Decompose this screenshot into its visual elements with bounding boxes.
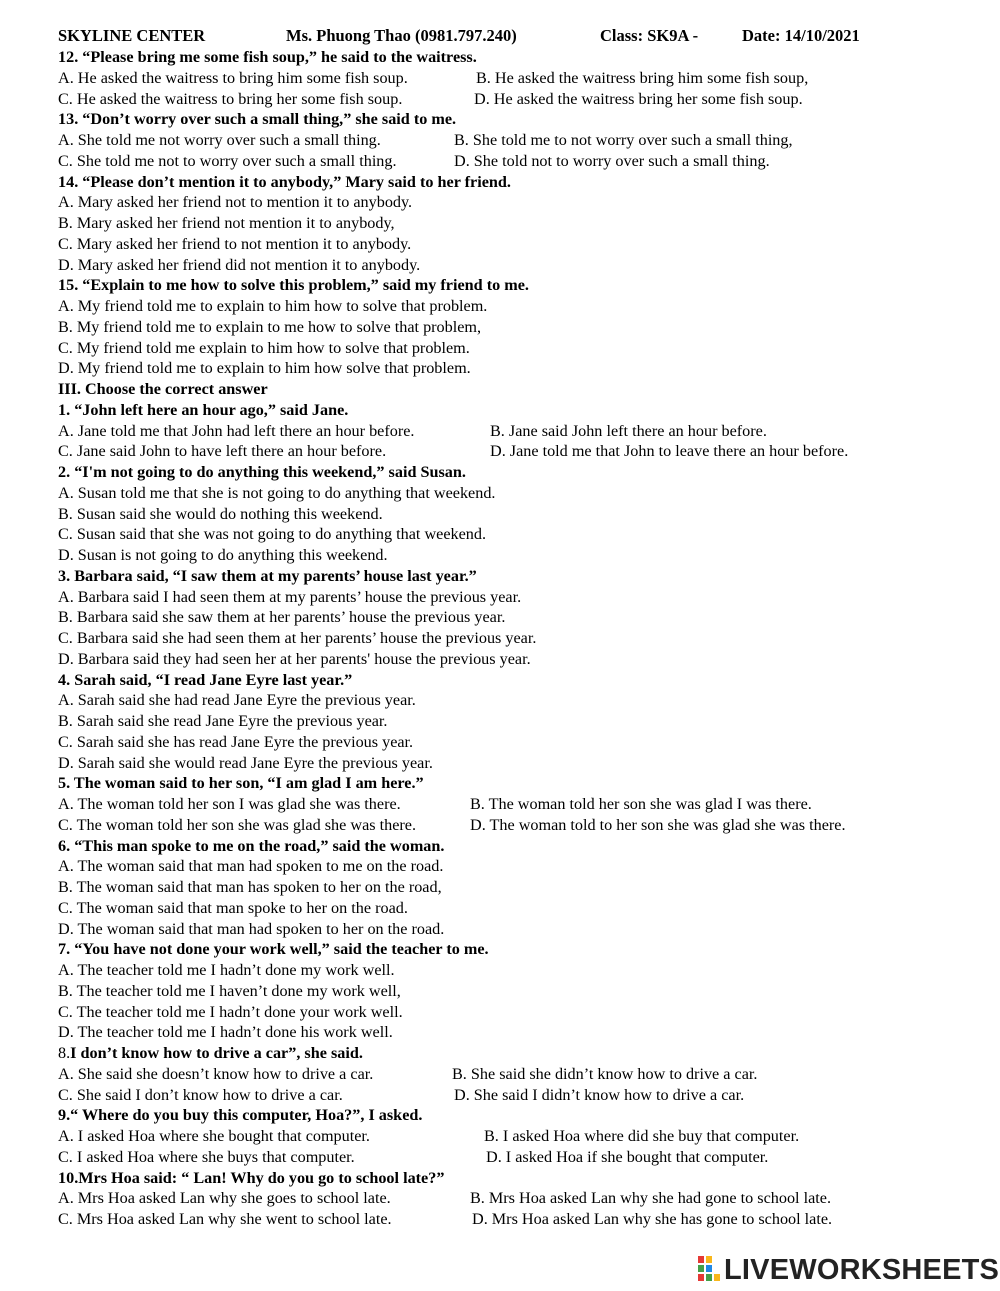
question-line: 9.“ Where do you buy this computer, Hoa?”, I asked.: [58, 1106, 423, 1125]
liveworksheets-logo: [698, 1253, 998, 1287]
answer-option-row: [58, 68, 988, 89]
answer-option-row: [58, 1064, 988, 1085]
answer-option: B. Sarah said she read Jane Eyre the previous year.: [58, 712, 388, 730]
answer-option-row: [58, 130, 988, 151]
answer-option: D. Barbara said they had seen her at her parents' house the previous year.: [58, 649, 531, 668]
question-line: 2. “I'm not going to do anything this weekend,” said Susan.: [58, 463, 466, 481]
exercise-content: [58, 47, 988, 1230]
answer-option: D. Susan is not going to do anything this weekend.: [58, 546, 388, 564]
answer-option: C. She said I don’t know how to drive a car.: [58, 1085, 343, 1104]
answer-option: A. The woman said that man had spoken to me on the road.: [58, 857, 444, 876]
answer-option: B. Susan said she would do nothing this weekend.: [58, 504, 383, 523]
date-info: Date: 14/10/2021: [742, 26, 860, 45]
answer-option: C. Susan said that she was not going to do anything that weekend.: [58, 525, 487, 544]
answer-option: D. My friend told me to explain to him how solve that problem.: [58, 359, 471, 378]
answer-option: C. Jane said John to have left there an hour before.: [58, 442, 387, 461]
answer-option: C. The woman told her son she was glad she was there.: [58, 815, 416, 834]
answer-option: A. She told me not worry over such a small thing.: [58, 131, 381, 149]
answer-option-row: [58, 151, 988, 172]
answer-option-row: [58, 421, 988, 442]
answer-option: B. Barbara said she saw them at her parents’ house the previous year.: [58, 608, 506, 627]
answer-option: A. Barbara said I had seen them at my parents’ house the previous year.: [58, 587, 522, 606]
question-line: 7. “You have not done your work well,” said the teacher to me.: [58, 940, 489, 959]
answer-option-row: [58, 1147, 988, 1168]
answer-option: A. Mrs Hoa asked Lan why she goes to school late.: [58, 1189, 391, 1208]
answer-option-row: [58, 1126, 988, 1147]
answer-option: B. She told me to not worry over such a small thing,: [454, 131, 793, 149]
answer-option-row: [58, 1085, 988, 1106]
answer-option: B. Mary asked her friend not mention it to anybody,: [58, 214, 395, 232]
question-number: 8.: [58, 1044, 71, 1062]
answer-option: D. Sarah said she would read Jane Eyre the previous year.: [58, 753, 433, 772]
answer-option: B. He asked the waitress bring him some fish soup,: [476, 68, 809, 87]
question-line: 15. “Explain to me how to solve this problem,” said my friend to me.: [58, 276, 529, 295]
answer-option: D. He asked the waitress bring her some fish soup.: [474, 89, 803, 108]
teacher-info: Ms. Phuong Thao (0981.797.240): [286, 26, 517, 45]
answer-option: A. Sarah said she had read Jane Eyre the previous year.: [58, 691, 416, 710]
answer-option: A. My friend told me to explain to him how to solve that problem.: [58, 297, 488, 315]
question-line: 13. “Don’t worry over such a small thing,” she said to me.: [58, 110, 457, 129]
answer-option-row: [58, 1188, 988, 1209]
answer-option: B. I asked Hoa where did she buy that computer.: [484, 1127, 800, 1145]
question-line: 1. “John left here an hour ago,” said Jane.: [58, 400, 349, 419]
answer-option: A. I asked Hoa where she bought that computer.: [58, 1127, 370, 1145]
answer-option: D. I asked Hoa if she bought that computer.: [486, 1147, 769, 1166]
class-info: Class: SK9A -: [600, 26, 699, 45]
logo-wordmark: LIVEWORKSHEETS: [724, 1254, 1000, 1286]
answer-option: D. Mrs Hoa asked Lan why she has gone to school late.: [472, 1210, 833, 1228]
answer-option: C. She told me not to worry over such a small thing.: [58, 151, 397, 170]
answer-option: B. Jane said John left there an hour before.: [490, 421, 767, 440]
answer-option: A. The teacher told me I hadn’t done my work well.: [58, 961, 395, 979]
answer-option: C. Barbara said she had seen them at her parents’ house the previous year.: [58, 629, 537, 647]
answer-option: C. I asked Hoa where she buys that computer.: [58, 1147, 355, 1166]
answer-option: A. The woman told her son I was glad she was there.: [58, 795, 401, 813]
answer-option: B. Mrs Hoa asked Lan why she had gone to school late.: [470, 1189, 831, 1208]
question-line: 3. Barbara said, “I saw them at my parents’ house last year.”: [58, 566, 477, 585]
answer-option: C. My friend told me explain to him how to solve that problem.: [58, 338, 470, 357]
question-line: 5. The woman said to her son, “I am glad I am here.”: [58, 774, 424, 793]
answer-option: A. Jane told me that John had left there an hour before.: [58, 421, 415, 440]
answer-option: C. Sarah said she has read Jane Eyre the previous year.: [58, 732, 414, 751]
answer-option: D. She said I didn’t know how to drive a car.: [454, 1085, 745, 1104]
question-line: [58, 1043, 988, 1064]
question-line: 4. Sarah said, “I read Jane Eyre last year.”: [58, 670, 353, 689]
question-text: I don’t know how to drive a car”, she said.: [70, 1044, 363, 1062]
question-line: 14. “Please don’t mention it to anybody,” Mary said to her friend.: [58, 172, 511, 191]
answer-option: D. Jane told me that John to leave there an hour before.: [490, 442, 849, 461]
answer-option: C. He asked the waitress to bring her some fish soup.: [58, 89, 403, 108]
answer-option: A. She said she doesn’t know how to drive a car.: [58, 1064, 374, 1083]
answer-option: B. She said she didn’t know how to drive a car.: [452, 1064, 758, 1083]
center-name: SKYLINE CENTER: [58, 26, 206, 45]
answer-option: A. Mary asked her friend not to mention it to anybody.: [58, 193, 413, 212]
answer-option-row: [58, 815, 988, 836]
answer-option: B. The woman said that man has spoken to her on the road,: [58, 878, 442, 896]
answer-option-row: [58, 1209, 988, 1230]
answer-option: D. Mary asked her friend did not mention it to anybody.: [58, 255, 421, 274]
answer-option: D. The teacher told me I hadn’t done his work well.: [58, 1023, 393, 1042]
answer-option: C. The woman said that man spoke to her on the road.: [58, 898, 408, 917]
answer-option: C. Mary asked her friend to not mention it to anybody.: [58, 234, 412, 253]
answer-option: A. He asked the waitress to bring him some fish soup.: [58, 68, 408, 87]
answer-option-row: [58, 441, 988, 462]
question-line: III. Choose the correct answer: [58, 380, 268, 398]
answer-option: C. The teacher told me I hadn’t done your work well.: [58, 1002, 403, 1021]
answer-option: B. The woman told her son she was glad I was there.: [470, 795, 812, 813]
answer-option: B. My friend told me to explain to me how to solve that problem,: [58, 317, 482, 336]
answer-option-row: [58, 89, 988, 110]
question-line: 6. “This man spoke to me on the road,” said the woman.: [58, 836, 445, 855]
answer-option: D. The woman said that man had spoken to her on the road.: [58, 919, 445, 938]
question-line: 10.Mrs Hoa said: “ Lan! Why do you go to school late?”: [58, 1168, 445, 1187]
liveworksheets-logo-icon: [698, 1256, 720, 1282]
worksheet-header: [0, 26, 1000, 48]
answer-option: D. The woman told to her son she was glad she was there.: [470, 815, 846, 834]
question-line: 12. “Please bring me some fish soup,” he said to the waitress.: [58, 48, 477, 66]
answer-option: C. Mrs Hoa asked Lan why she went to school late.: [58, 1210, 392, 1228]
answer-option: B. The teacher told me I haven’t done my work well,: [58, 981, 401, 1000]
answer-option: A. Susan told me that she is not going to do anything that weekend.: [58, 483, 496, 502]
answer-option-row: [58, 794, 988, 815]
answer-option: D. She told not to worry over such a small thing.: [454, 151, 770, 170]
